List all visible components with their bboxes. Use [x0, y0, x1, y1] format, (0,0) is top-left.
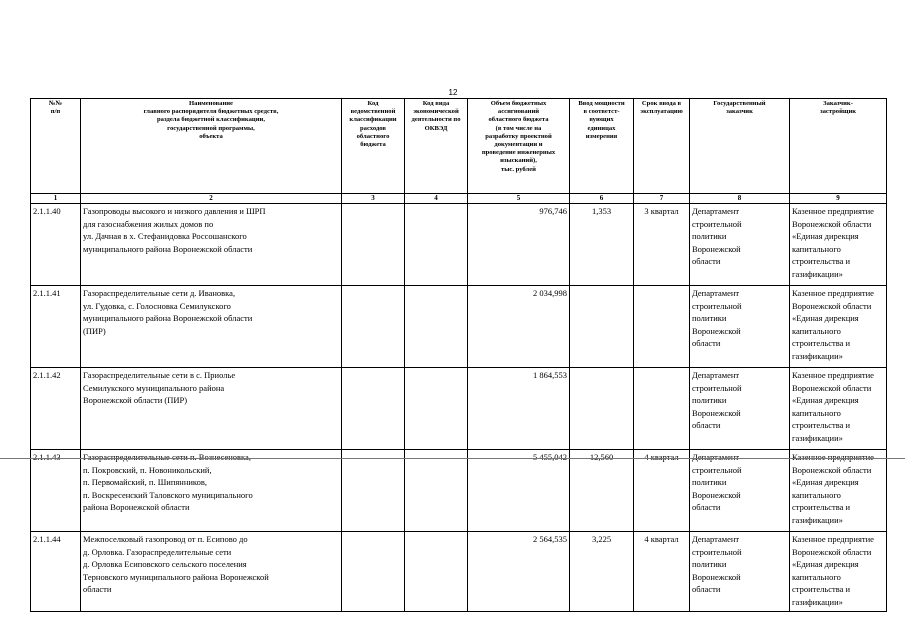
table-row: [31, 532, 887, 612]
row-number: 2.1.1.40: [31, 204, 81, 286]
state-customer: Департамент строительной политики Воронежской области: [690, 368, 790, 450]
state-customer: Департамент строительной политики Воронежской области: [690, 204, 790, 286]
kvsr-code: [342, 204, 405, 286]
commissioning-term: [634, 368, 690, 450]
row-number: 2.1.1.43: [31, 450, 81, 532]
table-row: [31, 286, 887, 368]
table-row: [31, 368, 887, 450]
developer-customer: Казенное предприятие Воронежской области «Единая дирекция капитального строительства и газификации»: [790, 286, 887, 368]
okved-code: [405, 286, 468, 368]
commissioning-term: [634, 286, 690, 368]
kvsr-code: [342, 450, 405, 532]
header-cell-kvsr: Код ведомственной классификации расходов областного бюджета: [342, 99, 405, 194]
commissioning-term: 4 квартал: [634, 450, 690, 532]
developer-customer: Казенное предприятие Воронежской области «Единая дирекция капитального строительства и газификации»: [790, 532, 887, 612]
budget-amount: 5 455,042: [468, 450, 570, 532]
scan-artifact-line: [0, 458, 905, 459]
table-row: [31, 450, 887, 532]
column-number: 8: [690, 194, 790, 204]
developer-customer: Казенное предприятие Воронежской области «Единая дирекция капитального строительства и газификации»: [790, 450, 887, 532]
page-number: 12: [448, 88, 458, 97]
column-number-row: [31, 194, 887, 204]
okved-code: [405, 204, 468, 286]
row-number: 2.1.1.44: [31, 532, 81, 612]
state-customer: Департамент строительной политики Воронежской области: [690, 532, 790, 612]
header-cell-capacity: Ввод мощности в соответст- вующих единицах измерения: [570, 99, 634, 194]
developer-customer: Казенное предприятие Воронежской области «Единая дирекция капитального строительства и газификации»: [790, 368, 887, 450]
header-cell-customer: Государственный заказчик: [690, 99, 790, 194]
header-cell-term: Срок ввода в эксплуатацию: [634, 99, 690, 194]
kvsr-code: [342, 368, 405, 450]
capacity-value: 1,353: [570, 204, 634, 286]
capacity-value: [570, 286, 634, 368]
object-name: Газораспределительные сети п. Вознесеновка, п. Покровский, п. Новоникольский, п. Первомайский, п. Шипянников, п. Воскресенский Таловского муниципального района Воронежской области: [81, 450, 342, 532]
column-number: 3: [342, 194, 405, 204]
okved-code: [405, 450, 468, 532]
header-cell-name: Наименование главного распорядителя бюджетных средств, раздела бюджетной классификации, государственной программы, объекта: [81, 99, 342, 194]
header-cell-amount: Объем бюджетных ассигнований областного бюджета (в том числе на разработку проектной документации и проведение инженерных изысканий), тыс. рублей: [468, 99, 570, 194]
commissioning-term: 4 квартал: [634, 532, 690, 612]
header-cell-okved: Код вида экономической деятельности по ОКВЭД: [405, 99, 468, 194]
column-number: 1: [31, 194, 81, 204]
column-number: 7: [634, 194, 690, 204]
developer-customer: Казенное предприятие Воронежской области «Единая дирекция капитального строительства и газификации»: [790, 204, 887, 286]
kvsr-code: [342, 532, 405, 612]
commissioning-term: 3 квартал: [634, 204, 690, 286]
okved-code: [405, 532, 468, 612]
object-name: Газораспределительные сети д. Ивановка, ул. Гудовка, с. Голосновка Семилукского муниципального района Воронежской области (ПИР): [81, 286, 342, 368]
header-cell-num: №№ п/п: [31, 99, 81, 194]
object-name: Газораспределительные сети в с. Приолье Семилукского муниципального района Воронежской области (ПИР): [81, 368, 342, 450]
table-row: [31, 204, 887, 286]
capacity-value: [570, 368, 634, 450]
object-name: Межпоселковый газопровод от п. Есипово до д. Орловка. Газораспределительные сети д. Орловка Есиповского сельского поселения Терновского муниципального района Воронежской области: [81, 532, 342, 612]
kvsr-code: [342, 286, 405, 368]
capacity-value: 12,560: [570, 450, 634, 532]
budget-amount: 1 864,553: [468, 368, 570, 450]
column-number: 2: [81, 194, 342, 204]
state-customer: Департамент строительной политики Воронежской области: [690, 450, 790, 532]
row-number: 2.1.1.42: [31, 368, 81, 450]
budget-amount: 976,746: [468, 204, 570, 286]
budget-table: [30, 98, 887, 612]
header-cell-developer: Заказчик- застройщик: [790, 99, 887, 194]
column-number: 5: [468, 194, 570, 204]
budget-amount: 2 564,535: [468, 532, 570, 612]
okved-code: [405, 368, 468, 450]
capacity-value: 3,225: [570, 532, 634, 612]
row-number: 2.1.1.41: [31, 286, 81, 368]
column-number: 9: [790, 194, 887, 204]
header-row: [31, 99, 887, 194]
column-number: 4: [405, 194, 468, 204]
state-customer: Департамент строительной политики Воронежской области: [690, 286, 790, 368]
budget-amount: 2 034,998: [468, 286, 570, 368]
column-number: 6: [570, 194, 634, 204]
table-body: [31, 99, 887, 612]
object-name: Газопроводы высокого и низкого давления и ШРП для газоснабжения жилых домов по ул. Дачная в х. Стефанидовка Россошанского муниципального района Воронежской области: [81, 204, 342, 286]
